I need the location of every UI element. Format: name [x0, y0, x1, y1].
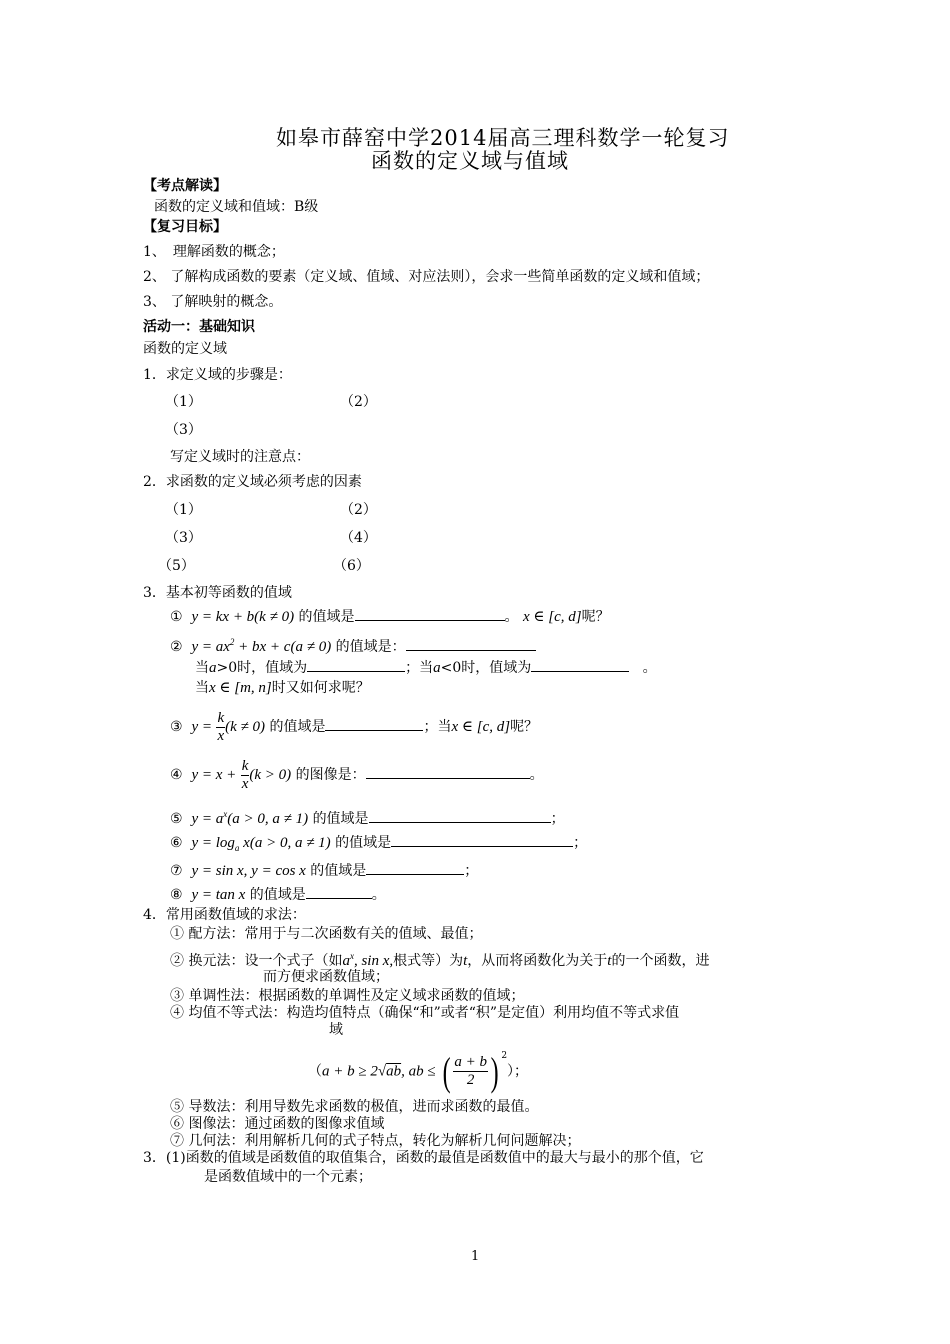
- method-5: ⑤ 导数法：利用导数先求函数的极值，进而求函数的最值。: [170, 1099, 539, 1115]
- value-item-4: ④ y = x + $\frac{k}{x}$ (k > 0) 的图像是： 。: [170, 757, 544, 792]
- note-3-cont: 是函数值域中的一个元素；: [204, 1169, 372, 1185]
- question-4: 4．常用函数值域的求法：: [143, 907, 306, 923]
- goal-2: 2、 了解构成函数的要素（定义域、值域、对应法则），会求一些简单函数的定义域和值域；: [143, 269, 710, 285]
- note-3: 3．(1)函数的值域是函数值的取值集合，函数的最值是函数值中的最大与最小的那个值，它: [143, 1150, 704, 1166]
- formula: $y = ax^2$ + bx + c(a ≠ 0): [191, 637, 332, 655]
- item-number: ⑥: [170, 835, 183, 851]
- method-4: ④ 均值不等式法：构造均值特点（确保“和”或者“积”是定值）利用均值不等式求值: [170, 1005, 680, 1021]
- item-number: ⑦: [170, 863, 183, 879]
- goal-3: 3、 了解映射的概念。: [143, 294, 283, 310]
- value-item-2-interval: 当x ∈ [m, n]时又如何求呢？: [195, 680, 370, 696]
- value-item-1: [170, 606, 610, 626]
- method-1: ① 配方法：常用于与二次函数有关的值域、最值；: [170, 926, 483, 942]
- q2-item-2: （2）: [340, 502, 377, 518]
- q2-item-5: （5）: [158, 558, 195, 574]
- method-6: ⑥ 图像法：通过函数的图像求值域: [170, 1116, 385, 1132]
- answer-blank[interactable]: [531, 657, 629, 672]
- method-2: ② 换元法：设一个式子（如$a^x$, sin x,根式等）为t，从而将函数化为关于t的一个函数，进: [170, 951, 710, 969]
- item-question: 呢？: [581, 609, 610, 625]
- q2-item-3: （3）: [165, 530, 202, 546]
- item-number: ①: [170, 609, 183, 625]
- q2-item-4: （4）: [340, 530, 377, 546]
- method-2-cont: 而方便求函数值域；: [263, 969, 389, 985]
- method-7: ⑦ 几何法：利用解析几何的式子特点，转化为解析几何问题解决；: [170, 1133, 581, 1149]
- q1-item-2: （2）: [340, 394, 377, 410]
- q2-item-1: （1）: [165, 502, 202, 518]
- value-item-2-cases: 当a>0时，值域为 ；当a<0时，值域为 。: [195, 657, 657, 677]
- method-4-cont: 域: [329, 1022, 343, 1038]
- item-number: ⑧: [170, 887, 183, 903]
- q2-item-6: （6）: [333, 558, 370, 574]
- dingyiyu-label: 函数的定义域: [143, 341, 227, 357]
- answer-blank[interactable]: [406, 636, 536, 651]
- answer-blank[interactable]: [306, 884, 372, 899]
- page-number: 1: [471, 1249, 480, 1264]
- item-text: 的值域是：: [335, 639, 406, 655]
- doc-title: 如皋市薛窑中学2014届高三理科数学一轮复习: [276, 126, 730, 150]
- section-mubiao-heading: 【复习目标】: [143, 219, 227, 235]
- interval-formula: x ∈ [c, d]: [522, 609, 582, 625]
- question-1: 1．求定义域的步骤是：: [143, 367, 292, 383]
- value-item-8: ⑧ y = tan x 的值域是 。: [170, 884, 386, 904]
- formula: y = kx + b(k ≠ 0): [191, 609, 295, 625]
- value-item-2: [170, 633, 536, 656]
- q1-item-1: （1）: [165, 394, 202, 410]
- answer-blank[interactable]: [366, 860, 464, 875]
- fraction-k-over-x: $\frac{k}{x}$: [241, 757, 249, 792]
- answer-blank[interactable]: [366, 764, 530, 779]
- item-text: 的值域是: [298, 609, 355, 625]
- section-kaodian-heading: 【考点解读】: [143, 178, 227, 194]
- value-item-6: ⑥ $y = \log_a x(a > 0$, a ≠ 1) 的值域是 ；: [170, 832, 587, 857]
- goal-1: 1、 理解函数的概念；: [143, 244, 285, 260]
- item-number: ②: [170, 639, 183, 655]
- q1-item-3: （3）: [165, 422, 202, 438]
- answer-blank[interactable]: [307, 657, 405, 672]
- item-number: ⑤: [170, 811, 183, 827]
- item-tail: 。: [504, 609, 519, 625]
- method-3: ③ 单调性法：根据函数的单调性及定义域求函数的值域；: [170, 988, 525, 1004]
- fraction-half-sum: $\frac{a + b}{2}$: [454, 1054, 487, 1089]
- answer-blank[interactable]: [325, 716, 423, 731]
- q1-note: 写定义域时的注意点：: [170, 449, 310, 465]
- question-3: 3．基本初等函数的值域: [143, 585, 292, 601]
- question-2: 2．求函数的定义域必须考虑的因素: [143, 474, 362, 490]
- fraction-k-over-x: $\frac{k}{x}$: [217, 709, 225, 744]
- answer-blank[interactable]: [369, 808, 551, 823]
- value-item-5: ⑤ $y = a^x(a > 0$, a ≠ 1) 的值域是 ；: [170, 809, 565, 827]
- activity-1-heading: 活动一：基础知识: [143, 319, 255, 335]
- item-number: ④: [170, 767, 183, 783]
- value-item-3: ③ y = $\frac{k}{x}$ (k ≠ 0) 的值域是 ；当x ∈ [c, d]呢？: [170, 709, 539, 744]
- item-number: ③: [170, 719, 183, 735]
- answer-blank[interactable]: [355, 606, 505, 621]
- value-item-7: ⑦ y = sin x, y = cos x 的值域是 ；: [170, 860, 478, 880]
- doc-subtitle: 函数的定义域与值域: [371, 149, 569, 173]
- answer-blank[interactable]: [391, 832, 573, 847]
- mean-inequality: （a + b ≥ 2√ab, ab ≤ ( $\frac{a + b}{2}$ ) $^2$）；: [308, 1048, 529, 1094]
- kaodian-text: 函数的定义域和值域：B级: [154, 199, 319, 215]
